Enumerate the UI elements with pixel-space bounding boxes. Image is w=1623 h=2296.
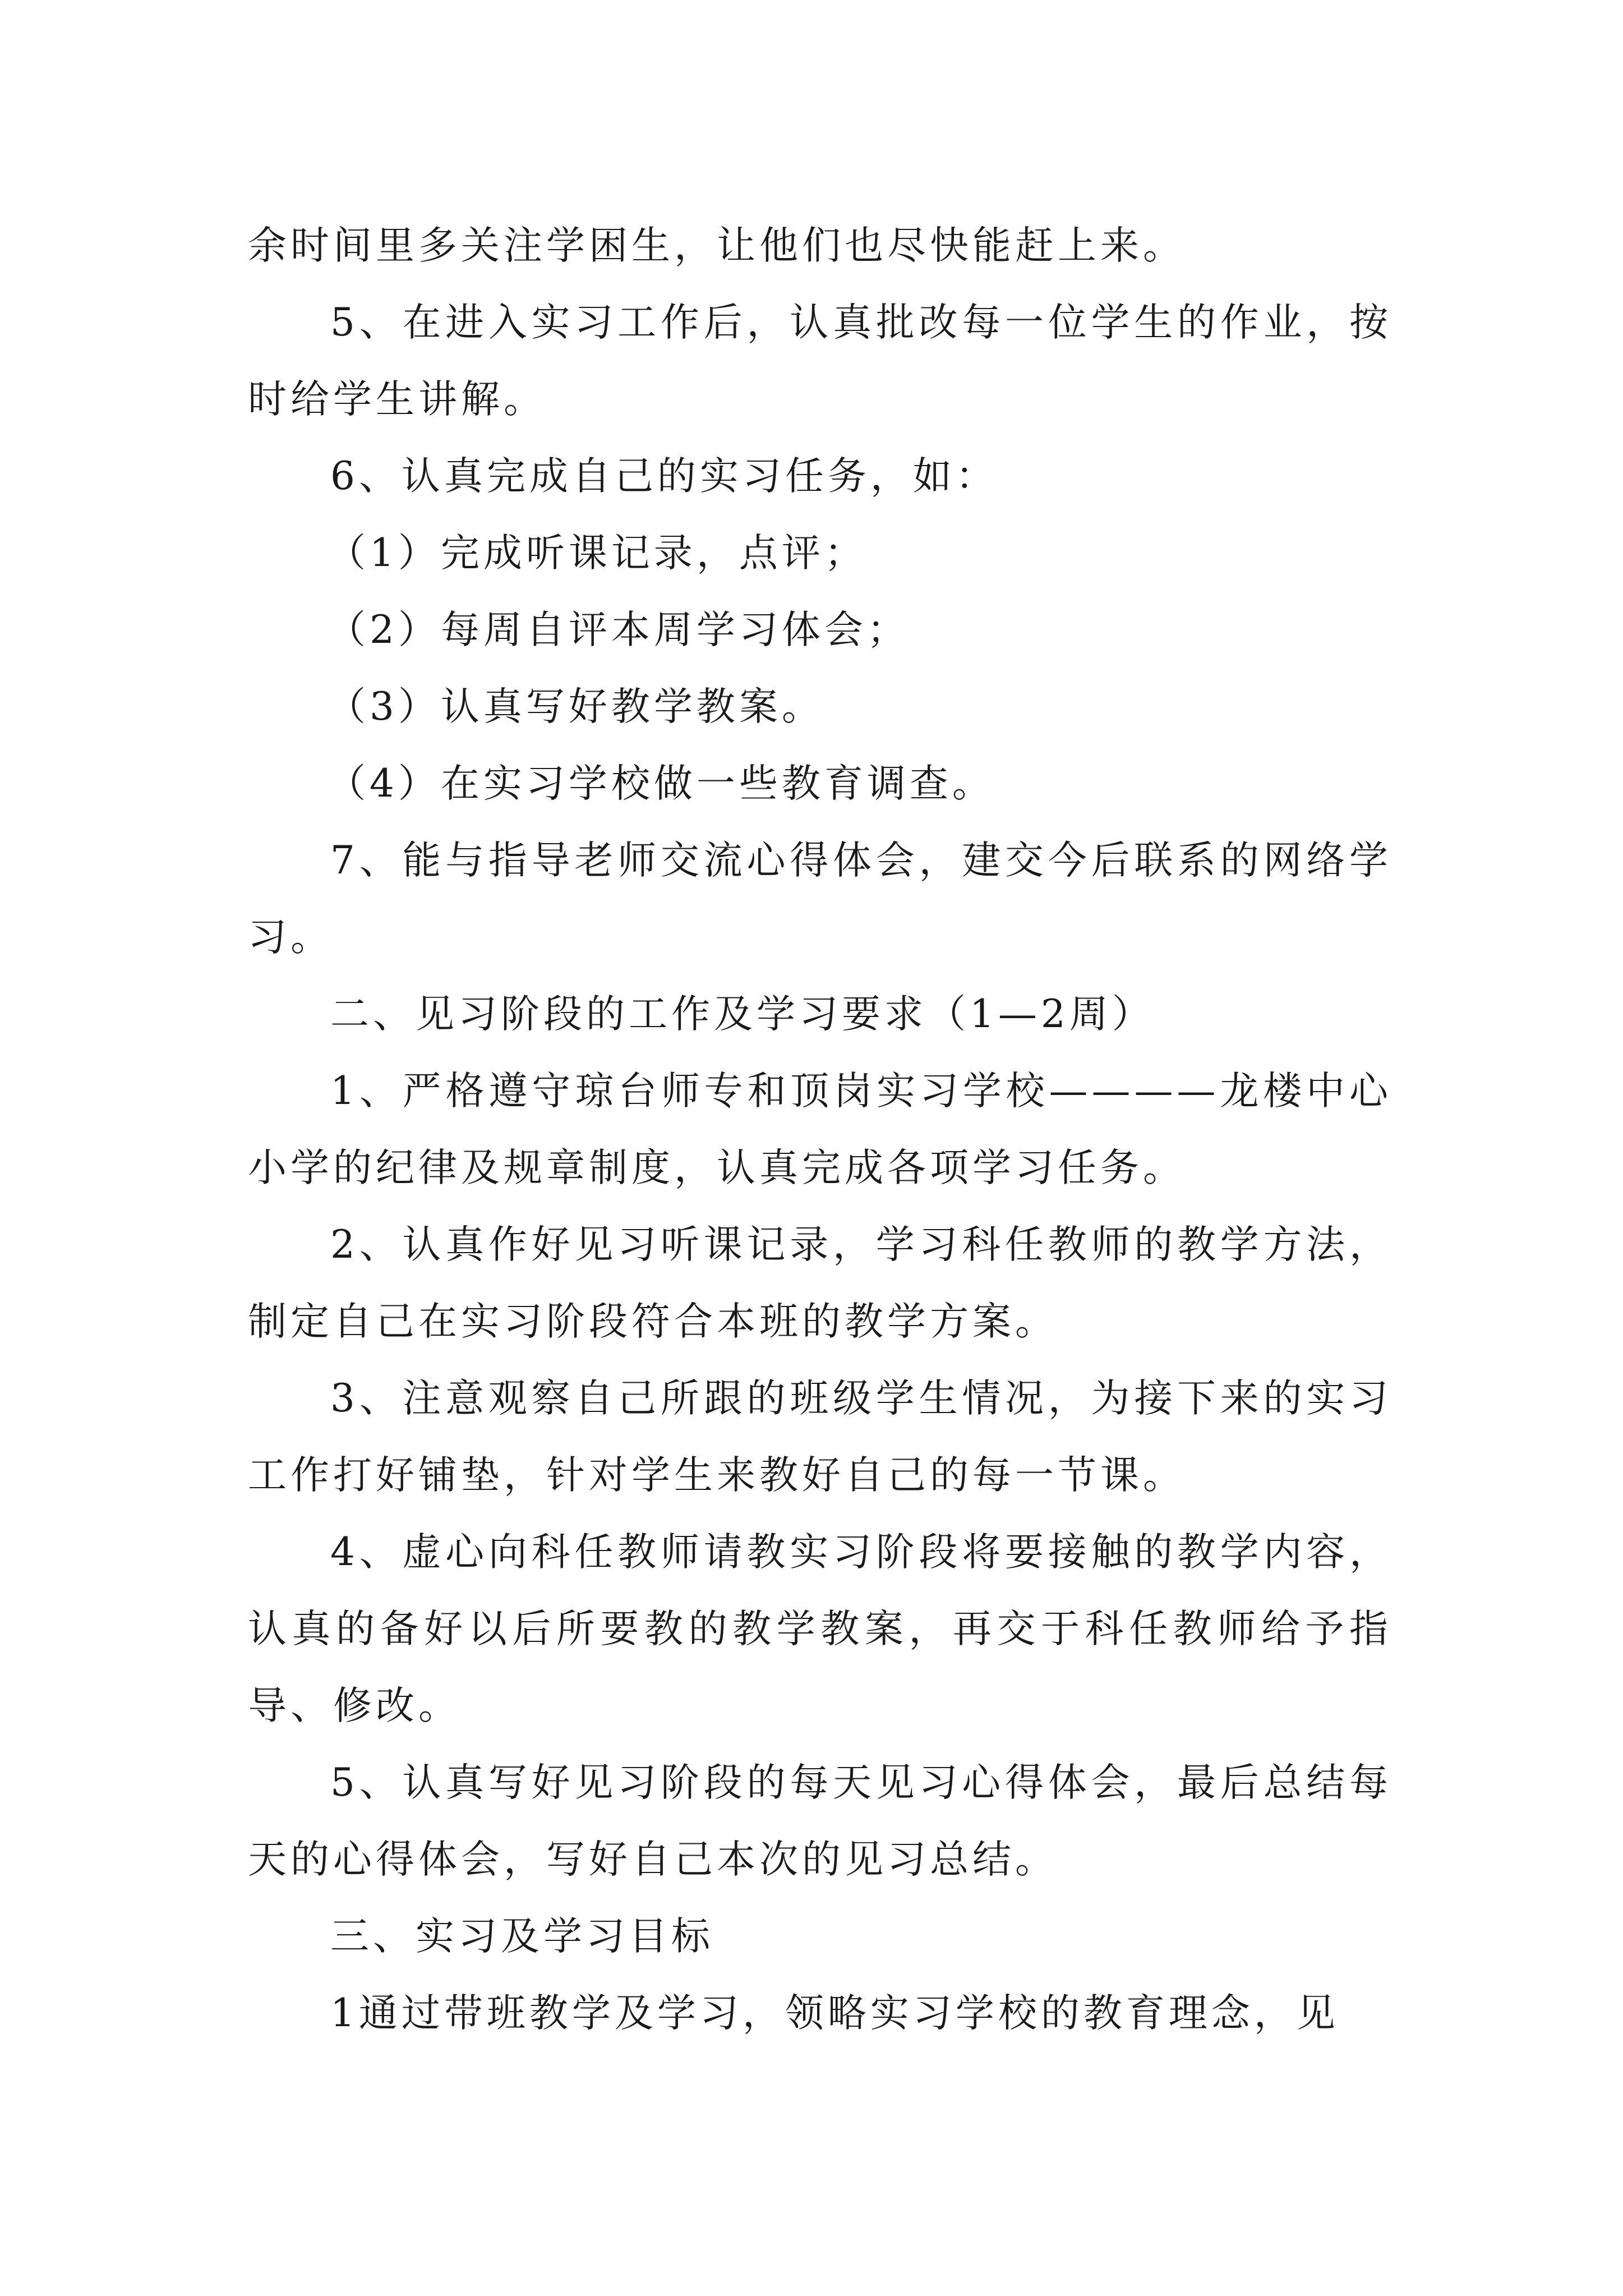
- paragraph: 4、虚心向科任教师请教实习阶段将要接触的教学内容，认真的备好以后所要教的教学教案，再交于科任教师给予指导、修改。: [248, 1530, 1392, 1728]
- section-heading: 二、见习阶段的工作及学习要求（1—2周）: [330, 992, 1155, 1037]
- list-item: （2）每周自评本周学习体会；: [327, 608, 910, 652]
- paragraph: 7、能与指导老师交流心得体会，建交今后联系的网络学习。: [248, 838, 1392, 960]
- paragraph: 5、认真写好见习阶段的每天见习心得体会，最后总结每天的心得体会，写好自己本次的见习总结。: [248, 1760, 1392, 1882]
- paragraph: 6、认真完成自己的实习任务，如：: [330, 454, 998, 499]
- paragraph: 余时间里多关注学困生，让他们也尽快能赶上来。: [248, 223, 1186, 268]
- paragraph: 1通过带班教学及学习，领略实习学校的教育理念，见: [330, 1991, 1339, 2036]
- list-item: （4）在实习学校做一些教育调查。: [327, 761, 995, 806]
- paragraph: 1、严格遵守琼台师专和顶岗实习学校————龙楼中心小学的纪律及规章制度，认真完成各项学习任务。: [248, 1069, 1392, 1190]
- list-item: （3）认真写好教学教案。: [327, 684, 824, 729]
- paragraph: 2、认真作好见习听课记录，学习科任教师的教学方法，制定自己在实习阶段符合本班的教学方案。: [248, 1222, 1392, 1344]
- list-item: （1）完成听课记录，点评；: [327, 531, 867, 576]
- section-heading: 三、实习及学习目标: [330, 1914, 714, 1959]
- paragraph: 5、在进入实习工作后，认真批改每一位学生的作业，按时给学生讲解。: [248, 300, 1392, 422]
- document-body: [248, 208, 1392, 2052]
- paragraph: 3、注意观察自己所跟的班级学生情况，为接下来的实习工作打好铺垫，针对学生来教好自己的每一节课。: [248, 1376, 1392, 1498]
